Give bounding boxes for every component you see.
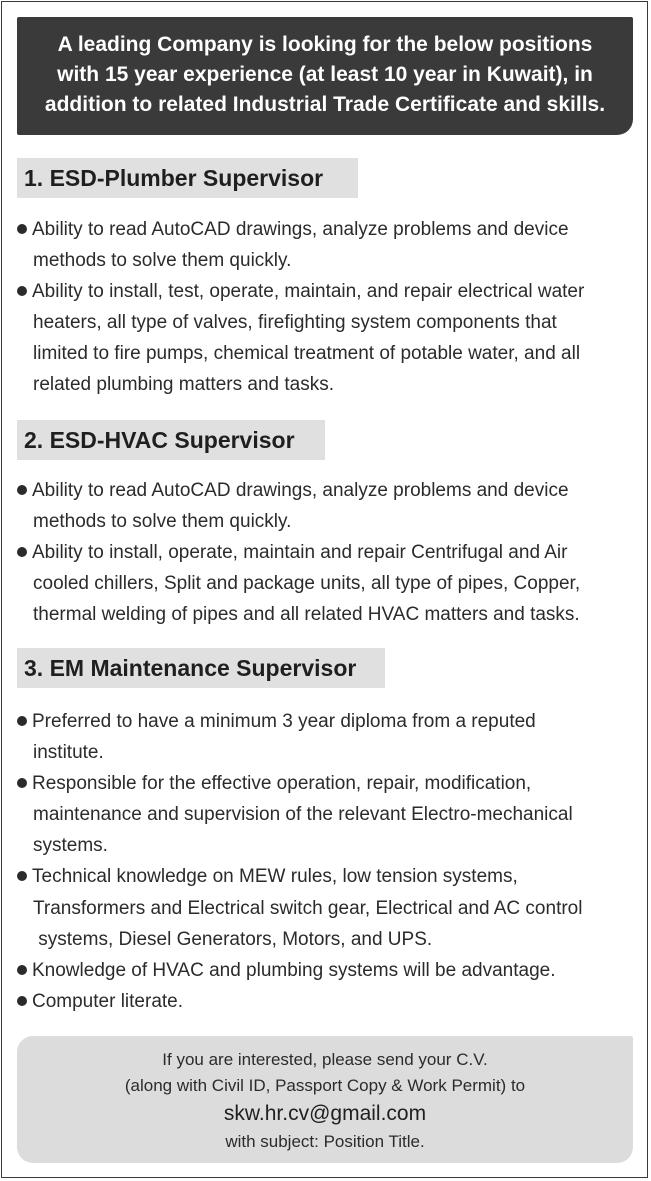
bullet-icon (17, 778, 27, 788)
list-item (17, 986, 637, 1017)
bullet-text: Ability to install, test, operate, maintain, and repair electrical water (32, 281, 585, 303)
list-item (17, 276, 637, 400)
section-title-em-maintenance: 3. EM Maintenance Supervisor (17, 648, 385, 688)
bullet-text: systems, Diesel Generators, Motors, and UPS. (33, 928, 433, 950)
bullet-list-em-maintenance (17, 706, 637, 1017)
bullet-list-hvac (17, 475, 637, 630)
bullet-icon (17, 224, 27, 234)
bullet-icon (17, 485, 27, 495)
bullet-text: Transformers and Electrical switch gear, Electrical and AC control (33, 897, 583, 919)
bullet-text: limited to fire pumps, chemical treatment of potable water, and all (33, 343, 581, 365)
list-item (17, 768, 637, 861)
list-item (17, 955, 637, 986)
bullet-text: Responsible for the effective operation, repair, modification, (32, 773, 532, 795)
list-item (17, 861, 637, 954)
bullet-text: Knowledge of HVAC and plumbing systems will be advantage. (32, 959, 556, 981)
bullet-icon (17, 547, 27, 557)
bullet-icon (17, 965, 27, 975)
bullet-icon (17, 996, 27, 1006)
bullet-text: maintenance and supervision of the relevant Electro-mechanical (33, 804, 573, 826)
bullet-icon (17, 716, 27, 726)
section-title-plumber: 1. ESD-Plumber Supervisor (17, 158, 358, 198)
bullet-text: Preferred to have a minimum 3 year diploma from a reputed (32, 711, 536, 732)
bullet-list-plumber (17, 214, 637, 401)
contact-email: skw.hr.cv@gmail.com (223, 1102, 427, 1125)
bullet-text: systems. (33, 835, 108, 857)
bullet-text: Computer literate. (32, 990, 184, 1012)
bullet-icon (17, 871, 27, 881)
bullet-icon (17, 286, 27, 296)
bullet-text: cooled chillers, Split and package units, all type of pipes, Copper, (33, 573, 581, 595)
list-item (17, 537, 637, 630)
bullet-text: thermal welding of pipes and all related HVAC matters and tasks. (33, 604, 580, 626)
bullet-text: Ability to install, operate, maintain and repair Centrifugal and Air (32, 542, 568, 564)
header-line: addition to related Industrial Trade Certificate and skills. (44, 93, 606, 116)
header-line: with 15 year experience (at least 10 year in Kuwait), in (57, 63, 593, 86)
list-item (17, 706, 637, 768)
list-item (17, 475, 637, 537)
contact-line: (along with Civil ID, Passport Copy & Work Permit) to (124, 1076, 526, 1095)
bullet-text: Ability to read AutoCAD drawings, analyze problems and device (32, 480, 569, 501)
header-banner (17, 17, 633, 135)
bullet-text: methods to solve them quickly. (33, 511, 292, 533)
header-line: A leading Company is looking for the below positions (57, 33, 593, 56)
bullet-text: Technical knowledge on MEW rules, low tension systems, (32, 866, 518, 888)
contact-line: If you are interested, please send your C.V. (162, 1050, 488, 1069)
bullet-text: Ability to read AutoCAD drawings, analyze problems and device (32, 219, 569, 240)
list-item (17, 214, 637, 276)
bullet-text: institute. (33, 742, 104, 764)
contact-line: with subject: Position Title. (225, 1132, 425, 1151)
bullet-text: related plumbing matters and tasks. (33, 374, 334, 396)
bullet-text: heaters, all type of valves, firefighting system components that (33, 312, 557, 334)
bullet-text: methods to solve them quickly. (33, 250, 292, 272)
contact-box (17, 1036, 633, 1163)
section-title-hvac: 2. ESD-HVAC Supervisor (17, 420, 325, 460)
